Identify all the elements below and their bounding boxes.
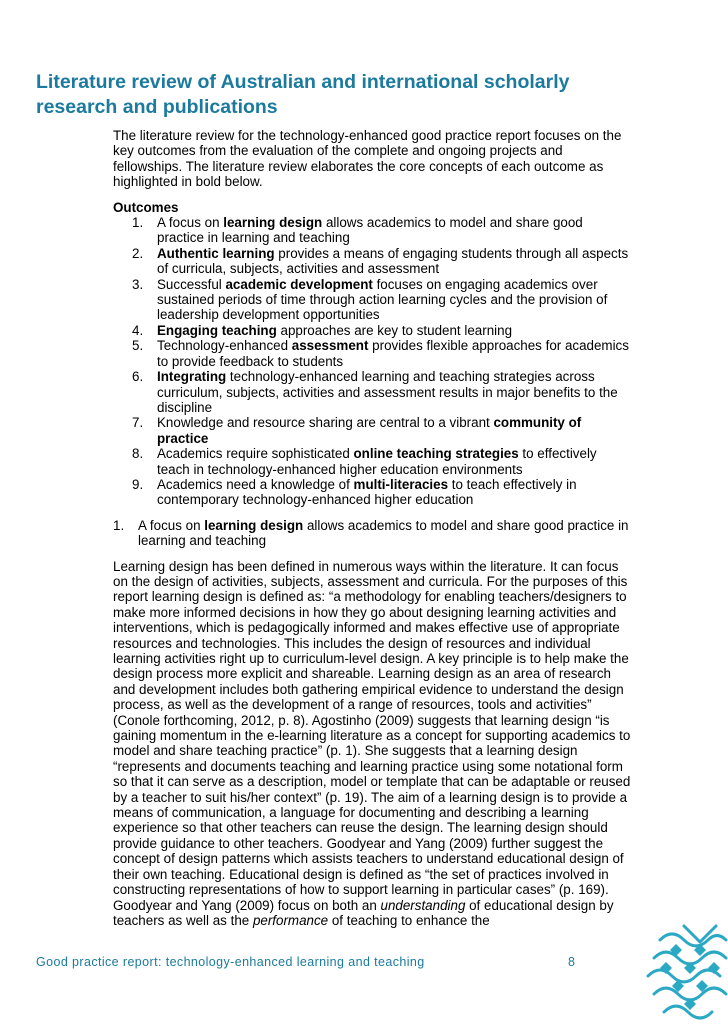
outcome-key-concept: academic development [225, 276, 373, 292]
section-heading [113, 518, 631, 549]
footer-title: Good practice report: technology-enhanced learning and teaching [36, 955, 425, 969]
page-number: 8 [568, 955, 575, 969]
outcome-key-concept: learning design [223, 215, 323, 231]
document-body [113, 128, 631, 928]
learning-design-paragraph [113, 559, 631, 929]
outcome-number: 5. [132, 338, 144, 354]
section-number: 1. [113, 517, 125, 533]
outcome-text: Successful [157, 276, 226, 292]
wave-pattern-logo-icon [640, 918, 728, 1030]
outcome-item [113, 338, 631, 369]
outcome-text: focuses on engaging academics over sustained periods of time through action learning cycles and the provision of leadership development opportunities [157, 276, 608, 323]
outcome-number: 6. [132, 369, 144, 385]
outcome-text: provides flexible approaches for academics to provide feedback to students [157, 338, 629, 369]
outcome-item [113, 415, 631, 446]
outcome-key-concept: community of practice [157, 415, 582, 446]
outcome-key-concept: Integrating [157, 369, 227, 385]
outcome-text: Academics need a knowledge of [157, 476, 354, 492]
outcome-item [113, 323, 631, 338]
outcome-item [113, 446, 631, 477]
outcome-text: approaches are key to student learning [276, 322, 513, 338]
outcome-item [113, 246, 631, 277]
paragraph-text: of teaching to enhance the [328, 912, 490, 928]
outcomes-list [113, 215, 631, 508]
paragraph-text: Learning design has been defined in numerous ways within the literature. It can focus on the design of activities, subjects, assessment and curricula. For the purposes of this report learning design is defined as: “a methodology for enabling teachers/designers to make more informed decisions in how they go about designing learning activities and interventions, which is pedagogically informed and makes effective use of appropriate resources and technologies. This includes the design of resources and individual learning activities right up to curriculum-level design. A key principle is to help make the design process more explicit and shareable. Learning design as an area of research and development includes both gathering empirical evidence to understand the design process, as well as the development of a range of resources, tools and activities” (Conole forthcoming, 2012, p. 8). Agostinho (2009) suggests that learning design “is gaining momentum in the e-learning literature as a concept for supporting academics to model and share teaching practice” (p. 1). She suggests that a learning design “represents and documents teaching and learning practice using some notational form so that it can serve as a description, model or template that can be adaptable or reused by a teacher to suit his/her context” (p. 19). The aim of a learning design is to provide a means of communication, a language for documenting and describing a learning experience so that other teachers can reuse the design. The learning design should provide guidance to other teachers. Goodyear and Yang (2009) further suggest the concept of design patterns which assists teachers to understand educational design of their own teaching. Educational design is defined as “the set of practices involved in constructing representations of how to support learning in particular cases” (p. 169). Goodyear and Yang (2009) focus on both an [113, 558, 631, 913]
outcome-text: provides a means of engaging students through all aspects of curricula, subjects, activities and assessment [157, 245, 629, 277]
outcome-text: Academics require sophisticated [157, 446, 354, 462]
outcome-key-concept: Authentic learning [157, 245, 275, 261]
outcome-number: 3. [132, 276, 144, 292]
paragraph-text: of educational design by teachers as well as the [113, 897, 614, 928]
section-text: A focus on [138, 517, 205, 533]
section-key-concept: learning design [204, 517, 304, 533]
outcome-item [113, 277, 631, 323]
outcome-text: allows academics to model and share good practice in learning and teaching [157, 215, 583, 246]
outcome-item [113, 477, 631, 508]
outcome-text: Knowledge and resource sharing are central to a vibrant [157, 415, 494, 431]
intro-paragraph: The literature review for the technology-enhanced good practice report focuses on the key outcomes from the evaluation of the complete and ongoing projects and fellowships. The literature review elaborates the core concepts of each outcome as highlighted in bold below. [113, 128, 622, 190]
outcome-text: technology-enhanced learning and teaching strategies across curriculum, subjects, activities and assessment results in major benefits to the discipline [157, 369, 618, 415]
outcome-number: 9. [132, 476, 144, 492]
outcome-number: 7. [132, 415, 144, 431]
outcome-key-concept: assessment [291, 338, 369, 354]
outcome-text: Technology-enhanced [157, 338, 292, 354]
section-text: allows academics to model and share good practice in learning and teaching [138, 517, 629, 549]
paragraph-emphasis: understanding [380, 897, 466, 913]
outcome-text: to effectively teach in technology-enhanced higher education environments [157, 446, 597, 477]
outcome-item [113, 369, 631, 415]
outcome-item [113, 215, 631, 246]
paragraph-emphasis: performance [252, 912, 329, 928]
outcome-number: 1. [132, 215, 144, 231]
outcome-text: A focus on [157, 215, 224, 231]
outcome-number: 2. [132, 245, 144, 261]
outcome-key-concept: online teaching strategies [353, 446, 519, 462]
outcome-key-concept: multi-literacies [353, 476, 449, 492]
outcome-number: 8. [132, 446, 144, 462]
outcomes-title: Outcomes [113, 199, 179, 215]
outcome-text: to teach effectively in contemporary technology-enhanced higher education [157, 476, 577, 508]
page-heading: Literature review of Australian and international scholarly research and publications [36, 71, 570, 118]
outcome-key-concept: Engaging teaching [157, 322, 277, 338]
outcome-number: 4. [132, 322, 144, 338]
